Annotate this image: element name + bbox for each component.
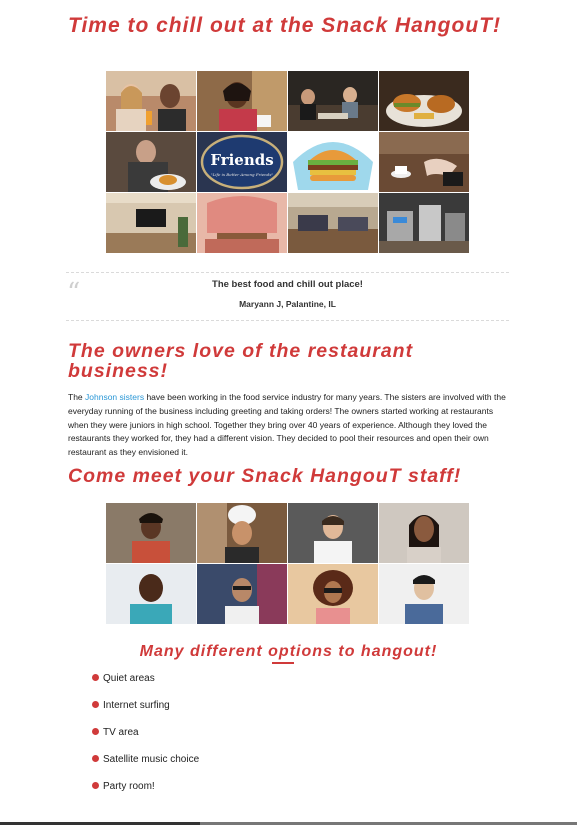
owners-body-prefix: The bbox=[68, 392, 86, 402]
dining-room-photo bbox=[288, 193, 378, 253]
list-item bbox=[92, 752, 199, 779]
option-label: Quiet areas bbox=[103, 673, 155, 684]
bullet-icon bbox=[92, 728, 99, 735]
friends-logo-tagline: "Life is Better Among Friends" bbox=[210, 172, 274, 177]
option-label: TV area bbox=[103, 727, 139, 738]
bullet-icon bbox=[92, 755, 99, 762]
staff-photo-gallery bbox=[106, 503, 469, 624]
smiling-woman-photo bbox=[197, 71, 287, 131]
list-item bbox=[92, 698, 199, 725]
bullet-icon bbox=[92, 782, 99, 789]
staff-chef-white-photo bbox=[288, 503, 378, 563]
staff-man-shirt-photo bbox=[379, 564, 469, 624]
staff-heading: Come meet your Snack HangouT staff! bbox=[68, 465, 462, 487]
burger-plate-photo bbox=[379, 71, 469, 131]
options-heading: Many different options to hangout! bbox=[139, 643, 438, 660]
page-title: Time to chill out at the Snack HangouT! bbox=[68, 14, 501, 37]
quote-mark-icon: “ bbox=[67, 278, 81, 308]
quote-top-divider bbox=[66, 272, 509, 273]
restaurant-photo-gallery bbox=[106, 71, 469, 253]
staff-chef-hat-photo bbox=[197, 503, 287, 563]
owners-body-text: have been working in the food service industry for many years. The sisters are involved with the everyday running of the business including greeting and taking orders! The owners started working at restaurants when they were juniors in high school. Together they bring over 40 years of experience. Although they loved the restaurants they worked for, they had a different vision. They decided to pool their resources and open their own restaurant as they envisioned it. bbox=[68, 392, 506, 458]
staff-woman-apron-photo bbox=[106, 503, 196, 563]
friends-drinking-photo bbox=[106, 71, 196, 131]
testimonial-quote: The best food and chill out place! bbox=[212, 279, 363, 290]
staff-man-smiling-photo bbox=[106, 564, 196, 624]
options-heading-underline bbox=[272, 662, 294, 664]
testimonial-author: Maryann J, Palantine, IL bbox=[239, 299, 336, 309]
owners-paragraph bbox=[68, 391, 510, 460]
option-label: Internet surfing bbox=[103, 700, 170, 711]
staff-woman-sunglasses-photo bbox=[288, 564, 378, 624]
johnson-sisters-link[interactable]: Johnson sisters bbox=[85, 392, 145, 402]
staff-woman-portrait-photo bbox=[379, 503, 469, 563]
coffee-table-photo bbox=[379, 132, 469, 192]
friends-logo-text: Friends bbox=[210, 151, 274, 169]
list-item bbox=[92, 779, 199, 806]
man-with-meal-photo bbox=[106, 132, 196, 192]
owners-heading: The owners love of the restaurant business! bbox=[68, 340, 414, 382]
bullet-icon bbox=[92, 701, 99, 708]
list-item bbox=[92, 671, 199, 698]
bullet-icon bbox=[92, 674, 99, 681]
friends-logo-photo bbox=[197, 132, 287, 192]
option-label: Party room! bbox=[103, 781, 155, 792]
list-item bbox=[92, 725, 199, 752]
tv-corner-photo bbox=[106, 193, 196, 253]
pink-booth-photo bbox=[197, 193, 287, 253]
quote-bottom-divider bbox=[66, 320, 509, 321]
options-list bbox=[92, 671, 199, 806]
burger-illustration-photo bbox=[288, 132, 378, 192]
staff-man-glasses-photo bbox=[197, 564, 287, 624]
option-label: Satellite music choice bbox=[103, 754, 200, 765]
diners-at-tables-photo bbox=[288, 71, 378, 131]
kitchen-photo bbox=[379, 193, 469, 253]
